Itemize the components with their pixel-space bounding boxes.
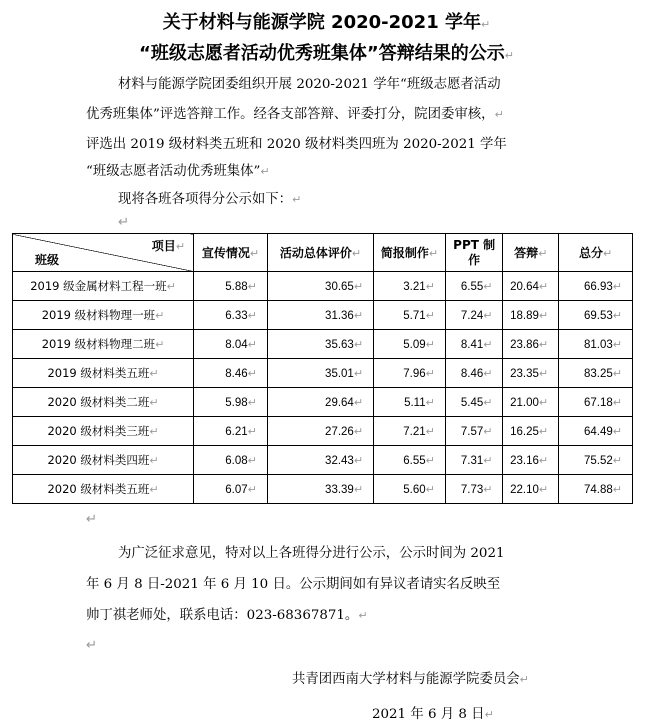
class-name-cell: 2019 级材料物理二班↵ — [13, 330, 194, 359]
score-cell: 5.45↵ — [445, 388, 503, 417]
score-cell: 6.07↵ — [194, 475, 268, 504]
class-name-cell: 2019 级材料类五班↵ — [13, 359, 194, 388]
score-cell: 32.43↵ — [267, 446, 373, 475]
score-cell: 74.88↵ — [559, 475, 633, 504]
score-cell: 7.57↵ — [445, 417, 503, 446]
score-cell: 5.11↵ — [374, 388, 446, 417]
signature-date: 2021 年 6 月 8 日↵ — [372, 707, 494, 722]
score-cell: 6.33↵ — [194, 301, 268, 330]
closing-line-3: 帅丁祺老师处，联系电话：023-68367871。↵ — [86, 608, 368, 623]
score-cell: 7.24↵ — [445, 301, 503, 330]
table-row — [13, 475, 633, 504]
score-cell: 18.89↵ — [503, 301, 559, 330]
score-cell: 35.01↵ — [267, 359, 373, 388]
intro-line-4: “班级志愿者活动优秀班集体”↵ — [86, 164, 270, 179]
corner-header-item: 项目↵ — [151, 239, 186, 253]
score-cell: 16.25↵ — [503, 417, 559, 446]
column-header: 宣传情况↵ — [194, 234, 268, 272]
score-cell: 5.71↵ — [374, 301, 446, 330]
score-cell: 20.64↵ — [503, 272, 559, 301]
score-cell: 6.55↵ — [374, 446, 446, 475]
table-row — [13, 417, 633, 446]
intro-line-1: 材料与能源学院团委组织开展 2020-2021 学年“班级志愿者活动 — [118, 77, 501, 92]
score-cell: 8.46↵ — [194, 359, 268, 388]
score-cell: 6.08↵ — [194, 446, 268, 475]
score-cell: 29.64↵ — [267, 388, 373, 417]
score-cell: 6.55↵ — [445, 272, 503, 301]
score-cell: 3.21↵ — [374, 272, 446, 301]
table-row — [13, 446, 633, 475]
intro-line-3: 评选出 2019 级材料类五班和 2020 级材料类四班为 2020-2021 学年 — [86, 137, 507, 152]
closing-line-1: 为广泛征求意见，特对以上各班得分进行公示，公示时间为 2021 — [118, 546, 505, 561]
empty-paragraph-mark: ↵ — [86, 638, 98, 653]
class-name-cell: 2019 级材料物理一班↵ — [13, 301, 194, 330]
closing-line-2: 年 6 月 8 日-2021 年 6 月 10 日。公示期间如有异议者请实名反映至 — [86, 577, 501, 592]
score-cell: 35.63↵ — [267, 330, 373, 359]
score-cell: 81.03↵ — [559, 330, 633, 359]
score-cell: 5.09↵ — [374, 330, 446, 359]
table-row — [13, 272, 633, 301]
class-name-cell: 2020 级材料类五班↵ — [13, 475, 194, 504]
column-header: 简报制作↵ — [374, 234, 446, 272]
score-cell: 21.00↵ — [503, 388, 559, 417]
table-row — [13, 359, 633, 388]
score-cell: 69.53↵ — [559, 301, 633, 330]
score-cell: 22.10↵ — [503, 475, 559, 504]
score-cell: 6.21↵ — [194, 417, 268, 446]
score-cell: 7.21↵ — [374, 417, 446, 446]
score-cell: 5.88↵ — [194, 272, 268, 301]
score-cell: 30.65↵ — [267, 272, 373, 301]
column-header: 活动总体评价↵ — [267, 234, 373, 272]
scores-table — [12, 233, 633, 504]
empty-paragraph-mark: ↵ — [118, 215, 130, 230]
title-line-1: 关于材料与能源学院 2020-2021 学年↵ — [162, 12, 491, 33]
score-cell: 64.49↵ — [559, 417, 633, 446]
score-cell: 27.26↵ — [267, 417, 373, 446]
intro-line-5: 现将各班各项得分公示如下：↵ — [118, 192, 302, 207]
intro-line-2: 优秀班集体”评选答辩工作。经各支部答辩、评委打分，院团委审核，↵ — [86, 107, 504, 122]
score-cell: 23.35↵ — [503, 359, 559, 388]
score-cell: 83.25↵ — [559, 359, 633, 388]
score-cell: 23.86↵ — [503, 330, 559, 359]
class-name-cell: 2020 级材料类三班↵ — [13, 417, 194, 446]
class-name-cell: 2019 级金属材料工程一班↵ — [13, 272, 194, 301]
table-header-row — [13, 234, 633, 272]
score-cell: 8.04↵ — [194, 330, 268, 359]
score-cell: 7.96↵ — [374, 359, 446, 388]
score-cell: 66.93↵ — [559, 272, 633, 301]
table-row — [13, 301, 633, 330]
empty-paragraph-mark: ↵ — [86, 512, 98, 527]
score-cell: 67.18↵ — [559, 388, 633, 417]
table-row — [13, 388, 633, 417]
class-name-cell: 2020 级材料类二班↵ — [13, 388, 194, 417]
score-cell: 33.39↵ — [267, 475, 373, 504]
title-line-2: “班级志愿者活动优秀班集体”答辩结果的公示↵ — [139, 43, 514, 64]
score-cell: 7.73↵ — [445, 475, 503, 504]
score-cell: 23.16↵ — [503, 446, 559, 475]
corner-header — [13, 234, 194, 272]
score-cell: 8.46↵ — [445, 359, 503, 388]
column-header: PPT 制作 — [445, 234, 503, 272]
score-cell: 8.41↵ — [445, 330, 503, 359]
column-header: 总分↵ — [559, 234, 633, 272]
table-row — [13, 330, 633, 359]
corner-header-class: 班级 — [35, 253, 60, 267]
class-name-cell: 2020 级材料类四班↵ — [13, 446, 194, 475]
score-cell: 5.60↵ — [374, 475, 446, 504]
score-cell: 31.36↵ — [267, 301, 373, 330]
score-cell: 5.98↵ — [194, 388, 268, 417]
signature-organization: 共青团西南大学材料与能源学院委员会↵ — [292, 672, 529, 687]
column-header: 答辩↵ — [503, 234, 559, 272]
score-cell: 75.52↵ — [559, 446, 633, 475]
score-cell: 7.31↵ — [445, 446, 503, 475]
